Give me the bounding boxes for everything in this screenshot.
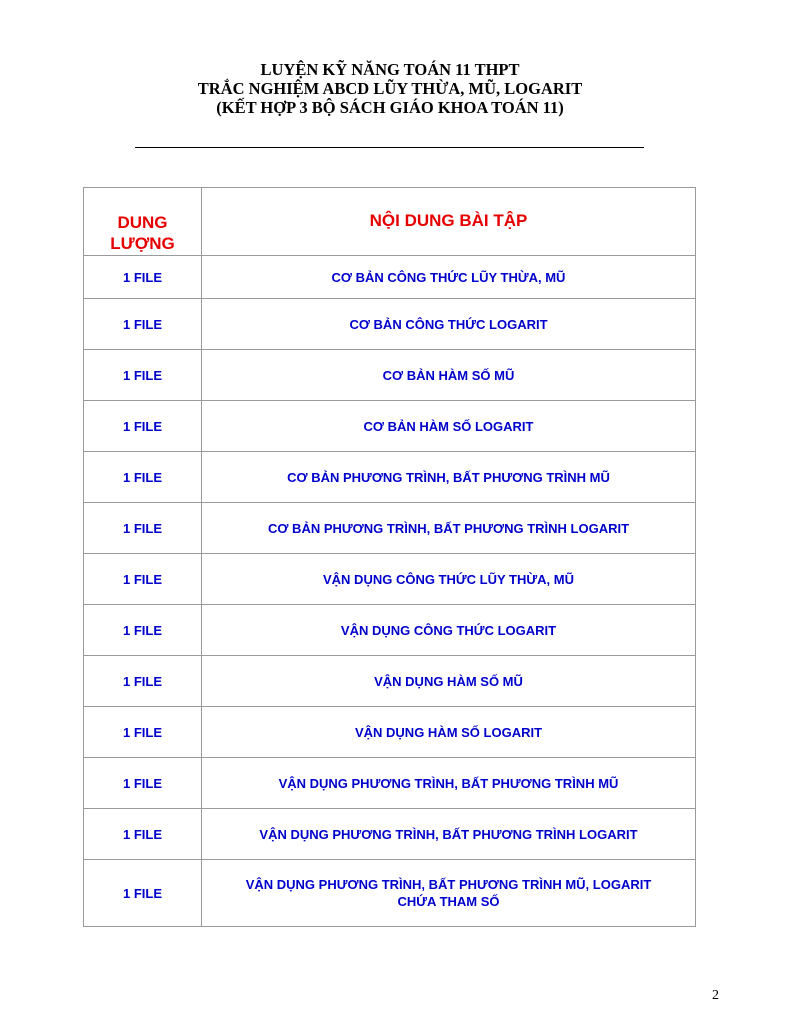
table-row — [84, 401, 696, 452]
cell-size: 1 FILE — [84, 401, 202, 452]
cell-content: VẬN DỤNG HÀM SỐ MŨ — [202, 656, 696, 707]
table-row — [84, 809, 696, 860]
cell-content: CƠ BẢN CÔNG THỨC LŨY THỪA, MŨ — [202, 256, 696, 299]
cell-content: CƠ BẢN PHƯƠNG TRÌNH, BẤT PHƯƠNG TRÌNH MŨ — [202, 452, 696, 503]
cell-size: 1 FILE — [84, 256, 202, 299]
cell-content: VẬN DỤNG PHƯƠNG TRÌNH, BẤT PHƯƠNG TRÌNH LOGARIT — [202, 809, 696, 860]
title-line-2: TRẮC NGHIỆM ABCD LŨY THỪA, MŨ, LOGARIT — [197, 79, 583, 98]
header-size-line-1: DUNG — [117, 213, 168, 232]
header-content-column: NỘI DUNG BÀI TẬP — [202, 188, 696, 256]
cell-size: 1 FILE — [84, 656, 202, 707]
cell-size: 1 FILE — [84, 605, 202, 656]
table-row — [84, 350, 696, 401]
cell-content-line-2: CHỨA THAM SỐ — [397, 894, 500, 909]
document-title — [0, 60, 780, 117]
cell-content-line-1: VẬN DỤNG PHƯƠNG TRÌNH, BẤT PHƯƠNG TRÌNH MŨ, LOGARIT — [245, 877, 652, 892]
cell-size: 1 FILE — [84, 860, 202, 927]
cell-content: VẬN DỤNG HÀM SỐ LOGARIT — [202, 707, 696, 758]
content-table — [83, 187, 696, 927]
table-row — [84, 554, 696, 605]
cell-size: 1 FILE — [84, 707, 202, 758]
cell-size: 1 FILE — [84, 809, 202, 860]
title-line-1: LUYỆN KỸ NĂNG TOÁN 11 THPT — [260, 60, 520, 79]
title-line-3: (KẾT HỢP 3 BỘ SÁCH GIÁO KHOA TOÁN 11) — [216, 98, 564, 117]
header-size-column — [84, 188, 202, 256]
cell-content: CƠ BẢN HÀM SỐ LOGARIT — [202, 401, 696, 452]
table-row — [84, 860, 696, 927]
table-row — [84, 758, 696, 809]
table-row — [84, 503, 696, 554]
cell-size: 1 FILE — [84, 299, 202, 350]
table-row — [84, 299, 696, 350]
cell-content: CƠ BẢN PHƯƠNG TRÌNH, BẤT PHƯƠNG TRÌNH LOGARIT — [202, 503, 696, 554]
cell-content — [202, 860, 696, 927]
cell-size: 1 FILE — [84, 350, 202, 401]
cell-content: VẬN DỤNG CÔNG THỨC LOGARIT — [202, 605, 696, 656]
table-row — [84, 656, 696, 707]
cell-content: CƠ BẢN CÔNG THỨC LOGARIT — [202, 299, 696, 350]
cell-content: CƠ BẢN HÀM SỐ MŨ — [202, 350, 696, 401]
title-underline-rule — [135, 147, 644, 148]
table-row — [84, 605, 696, 656]
table-row — [84, 256, 696, 299]
table-row — [84, 707, 696, 758]
table-row — [84, 452, 696, 503]
cell-content: VẬN DỤNG CÔNG THỨC LŨY THỪA, MŨ — [202, 554, 696, 605]
cell-size: 1 FILE — [84, 758, 202, 809]
page-number: 2 — [712, 988, 719, 1003]
cell-size: 1 FILE — [84, 503, 202, 554]
cell-content: VẬN DỤNG PHƯƠNG TRÌNH, BẤT PHƯƠNG TRÌNH MŨ — [202, 758, 696, 809]
header-size-line-2: LƯỢNG — [110, 234, 175, 253]
table-header-row — [84, 188, 696, 256]
cell-size: 1 FILE — [84, 554, 202, 605]
cell-size: 1 FILE — [84, 452, 202, 503]
